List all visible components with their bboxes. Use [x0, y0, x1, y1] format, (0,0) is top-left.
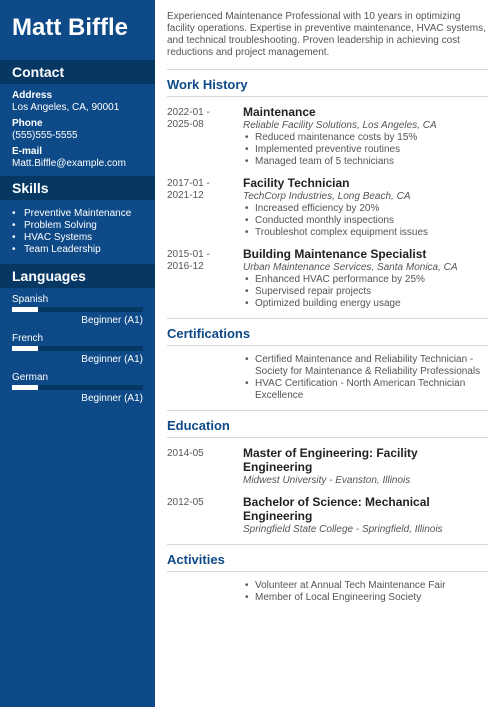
address-value: Los Angeles, CA, 90001 [12, 102, 120, 113]
school: Midwest University - Evanston, Illinois [243, 475, 411, 486]
employer: Urban Maintenance Services, Santa Monica, CA [243, 262, 458, 273]
date-end: 2025-08 [167, 119, 204, 130]
job-title: Building Maintenance Specialist [243, 247, 427, 261]
bullet-item: • Implemented preventive routines [243, 144, 488, 156]
summary: Experienced Maintenance Professional with 10 years in optimizing facility operations. Expertise in preventive maintenance, HVAC systems, and technical troubleshooting. Proven leadership in achieving cost reductions and project management. [167, 0, 488, 70]
activities-date-spacer [167, 580, 243, 604]
languages-section [0, 288, 155, 405]
degree: Bachelor of Science: Mechanical Engineering [243, 495, 430, 523]
language-name: German [12, 372, 49, 383]
email-label: E-mail [12, 146, 43, 157]
skill-item: • Team Leadership [12, 244, 143, 256]
skills-list [0, 200, 155, 264]
work-entry [167, 176, 488, 239]
bullet-item: • Optimized building energy usage [243, 298, 488, 310]
education-date: 2014-05 [167, 448, 204, 459]
language-level: Beginner (A1) [81, 354, 143, 365]
language-item [12, 294, 143, 327]
work-dates [167, 176, 243, 239]
work-entry [167, 105, 488, 168]
date-start: 2015-01 - [167, 249, 210, 260]
education-heading: Education [167, 418, 488, 438]
education-section [167, 446, 488, 545]
phone-value: (555)555-5555 [12, 130, 78, 141]
phone-label: Phone [12, 118, 43, 129]
degree: Master of Engineering: Facility Engineering [243, 446, 418, 474]
language-name: French [12, 333, 44, 344]
language-level-fill [12, 346, 38, 351]
skills-heading: Skills [0, 176, 155, 200]
work-dates [167, 247, 243, 310]
employer: Reliable Facility Solutions, Los Angeles, CA [243, 120, 437, 131]
certifications-section [167, 354, 488, 411]
date-start: 2022-01 - [167, 107, 210, 118]
language-level-bar [12, 346, 143, 351]
job-bullets [243, 132, 488, 168]
bullet-item: • Conducted monthly inspections [243, 215, 488, 227]
languages-heading: Languages [0, 264, 155, 288]
language-level-fill [12, 385, 38, 390]
bullet-item: • Enhanced HVAC performance by 25% [243, 274, 488, 286]
language-level: Beginner (A1) [81, 393, 143, 404]
bullet-item: • Troubleshot complex equipment issues [243, 227, 488, 239]
bullet-item: • Increased efficiency by 20% [243, 203, 488, 215]
education-date: 2012-05 [167, 497, 204, 508]
certification-item: • Certified Maintenance and Reliability Technician - Society for Maintenance & Reliability Professionals [243, 354, 488, 378]
skill-item: • HVAC Systems [12, 232, 143, 244]
job-bullets [243, 274, 488, 310]
job-title: Facility Technician [243, 176, 350, 190]
work-history-section [167, 105, 488, 319]
skill-item: • Problem Solving [12, 220, 143, 232]
activity-item: • Member of Local Engineering Society [243, 592, 488, 604]
contact-section [0, 84, 155, 176]
certifications-list [243, 354, 488, 402]
school: Springfield State College - Springfield, Illinois [243, 524, 443, 535]
work-entry [167, 247, 488, 310]
skill-item: • Preventive Maintenance [12, 208, 143, 220]
certifications-heading: Certifications [167, 326, 488, 346]
resume-name: Matt Biffle [12, 14, 128, 41]
certifications-date-spacer [167, 354, 243, 402]
work-dates [167, 105, 243, 168]
language-level-fill [12, 307, 38, 312]
education-entry [167, 446, 488, 487]
work-history-heading: Work History [167, 77, 488, 97]
activities-entry [167, 580, 488, 604]
certifications-entry [167, 354, 488, 402]
certification-item: • HVAC Certification - North American Technician Excellence [243, 378, 488, 402]
language-level: Beginner (A1) [81, 315, 143, 326]
job-title: Maintenance [243, 105, 316, 119]
language-level-bar [12, 307, 143, 312]
sidebar [0, 0, 155, 707]
activities-section [167, 580, 488, 604]
language-name: Spanish [12, 294, 49, 305]
date-end: 2016-12 [167, 261, 204, 272]
language-item [12, 372, 143, 405]
language-level-bar [12, 385, 143, 390]
bullet-item: • Managed team of 5 technicians [243, 156, 488, 168]
employer: TechCorp Industries, Long Beach, CA [243, 191, 411, 202]
activities-heading: Activities [167, 552, 488, 572]
address-label: Address [12, 90, 53, 101]
activity-item: • Volunteer at Annual Tech Maintenance Fair [243, 580, 488, 592]
main-content [155, 0, 500, 707]
contact-heading: Contact [0, 60, 155, 84]
activities-list [243, 580, 488, 604]
education-entry [167, 495, 488, 536]
job-bullets [243, 203, 488, 239]
date-start: 2017-01 - [167, 178, 210, 189]
language-item [12, 333, 143, 366]
date-end: 2021-12 [167, 190, 204, 201]
email-value: Matt.Biffle@example.com [12, 158, 126, 169]
bullet-item: • Reduced maintenance costs by 15% [243, 132, 488, 144]
bullet-item: • Supervised repair projects [243, 286, 488, 298]
